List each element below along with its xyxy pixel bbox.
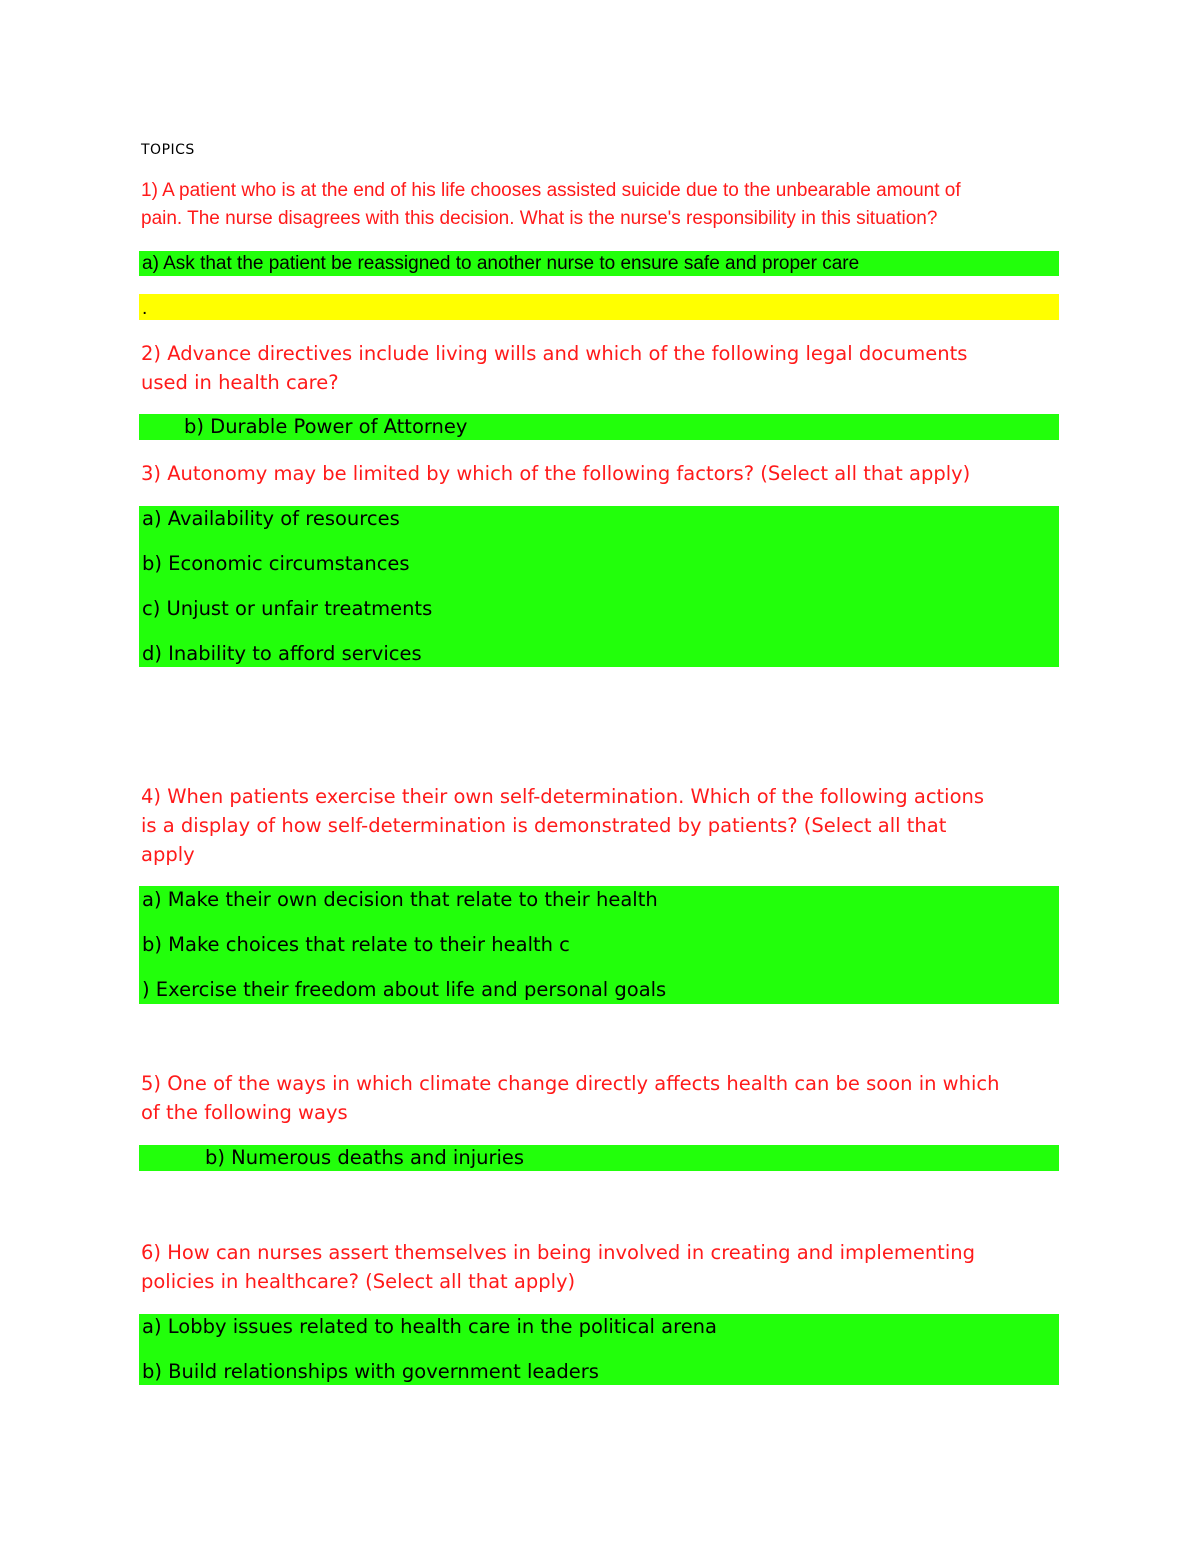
question-6-answer-b: b) Build relationships with government leaders [142, 1360, 599, 1383]
topics-heading: TOPICS [141, 142, 195, 158]
question-5-line-2: of the following ways [141, 1101, 348, 1124]
question-2-line-1: 2) Advance directives include living wills and which of the following legal documents [141, 342, 968, 365]
question-1-note: . [142, 298, 148, 319]
question-2-line-2: used in health care? [141, 371, 339, 394]
question-4-answer-c: ) Exercise their freedom about life and personal goals [142, 978, 667, 1001]
question-5-line-1: 5) One of the ways in which climate change directly affects health can be soon in which [141, 1072, 1000, 1095]
question-3-answer-b: b) Economic circumstances [142, 552, 410, 575]
question-3-answer-c: c) Unjust or unfair treatments [142, 597, 433, 620]
question-4 [141, 782, 1061, 869]
question-6-line-1: 6) How can nurses assert themselves in being involved in creating and implementing [141, 1241, 975, 1264]
question-1-answer-a: a) Ask that the patient be reassigned to another nurse to ensure safe and proper care [142, 253, 860, 274]
question-4-answer-b: b) Make choices that relate to their health c [142, 933, 570, 956]
note-highlight [139, 294, 1059, 320]
question-3-answer-a: a) Availability of resources [142, 507, 400, 530]
question-2-answer-b: b) Durable Power of Attorney [184, 415, 468, 438]
question-4-line-3: apply [141, 843, 195, 866]
question-2 [141, 339, 1061, 397]
question-1 [141, 177, 1061, 233]
question-5 [141, 1069, 1061, 1127]
question-4-line-1: 4) When patients exercise their own self-determination. Which of the following actions [141, 785, 985, 808]
question-4-line-2: is a display of how self-determination is demonstrated by patients? (Select all that [141, 814, 947, 837]
question-6 [141, 1238, 1061, 1296]
question-6-line-2: policies in healthcare? (Select all that apply) [141, 1270, 576, 1293]
question-1-line-2: pain. The nurse disagrees with this decision. What is the nurse's responsibility in this situation? [141, 208, 938, 229]
question-3-answer-d: d) Inability to afford services [142, 642, 422, 665]
question-6-answer-a: a) Lobby issues related to health care in the political arena [142, 1315, 717, 1338]
question-5-answer-b: b) Numerous deaths and injuries [205, 1146, 525, 1169]
question-1-line-1: 1) A patient who is at the end of his life chooses assisted suicide due to the unbearable amount of [141, 180, 961, 201]
question-3 [141, 459, 1061, 488]
question-3-line-1: 3) Autonomy may be limited by which of the following factors? (Select all that apply) [141, 462, 971, 485]
question-4-answer-a: a) Make their own decision that relate to their health [142, 888, 658, 911]
